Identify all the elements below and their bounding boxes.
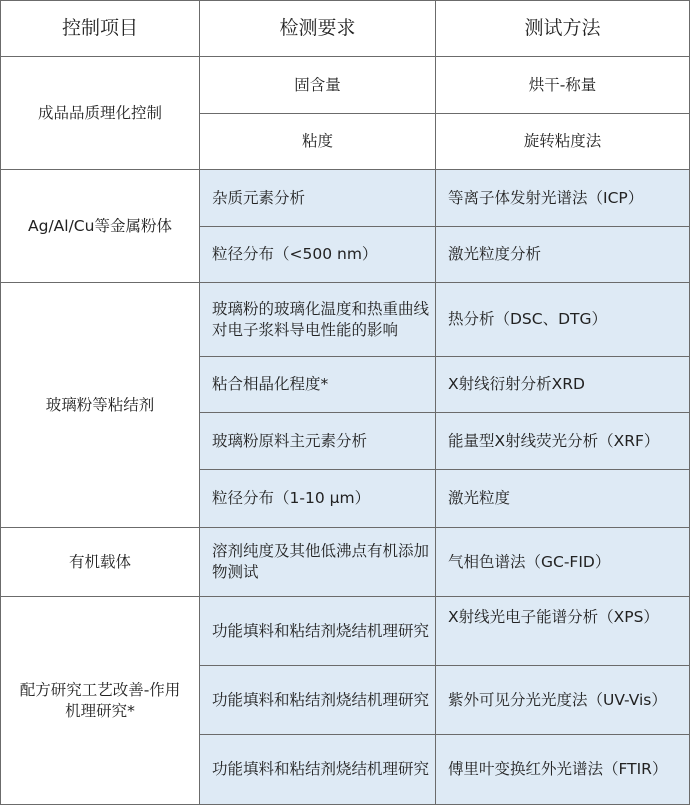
table-row [1, 597, 690, 666]
method-cell: 激光粒度分析 [436, 227, 690, 283]
requirement-cell: 粒径分布（<500 nm） [200, 227, 436, 283]
method-cell: X射线光电子能谱分析（XPS） [436, 597, 690, 666]
table-row [1, 528, 690, 597]
method-cell: 能量型X射线荧光分析（XRF） [436, 413, 690, 470]
table-row [1, 170, 690, 227]
method-cell: 激光粒度 [436, 470, 690, 528]
category-cell: Ag/Al/Cu等金属粉体 [1, 170, 200, 283]
method-cell: 热分析（DSC、DTG） [436, 283, 690, 357]
requirement-cell: 功能填料和粘结剂烧结机理研究 [200, 735, 436, 805]
requirement-cell: 溶剂纯度及其他低沸点有机添加物测试 [200, 528, 436, 597]
category-cell: 有机载体 [1, 528, 200, 597]
requirement-cell: 功能填料和粘结剂烧结机理研究 [200, 597, 436, 666]
requirement-cell: 粘度 [200, 114, 436, 170]
table-row [1, 57, 690, 114]
header-row [1, 1, 690, 57]
requirement-cell: 固含量 [200, 57, 436, 114]
requirement-cell: 粘合相晶化程度* [200, 357, 436, 413]
requirement-cell: 杂质元素分析 [200, 170, 436, 227]
category-cell: 成品品质理化控制 [1, 57, 200, 170]
requirement-cell: 玻璃粉原料主元素分析 [200, 413, 436, 470]
category-cell: 配方研究工艺改善-作用机理研究* [1, 597, 200, 805]
header-requirement: 检测要求 [200, 1, 436, 57]
category-cell: 玻璃粉等粘结剂 [1, 283, 200, 528]
header-method: 测试方法 [436, 1, 690, 57]
method-cell: 紫外可见分光光度法（UV-Vis） [436, 666, 690, 735]
header-control-item: 控制项目 [1, 1, 200, 57]
method-cell: X射线衍射分析XRD [436, 357, 690, 413]
requirement-cell: 粒径分布（1-10 μm） [200, 470, 436, 528]
method-cell: 旋转粘度法 [436, 114, 690, 170]
method-cell: 烘干-称量 [436, 57, 690, 114]
method-cell: 等离子体发射光谱法（ICP） [436, 170, 690, 227]
method-cell: 傅里叶变换红外光谱法（FTIR） [436, 735, 690, 805]
requirement-cell: 功能填料和粘结剂烧结机理研究 [200, 666, 436, 735]
table-row [1, 283, 690, 357]
requirement-cell: 玻璃粉的玻璃化温度和热重曲线对电子浆料导电性能的影响 [200, 283, 436, 357]
method-cell: 气相色谱法（GC-FID） [436, 528, 690, 597]
